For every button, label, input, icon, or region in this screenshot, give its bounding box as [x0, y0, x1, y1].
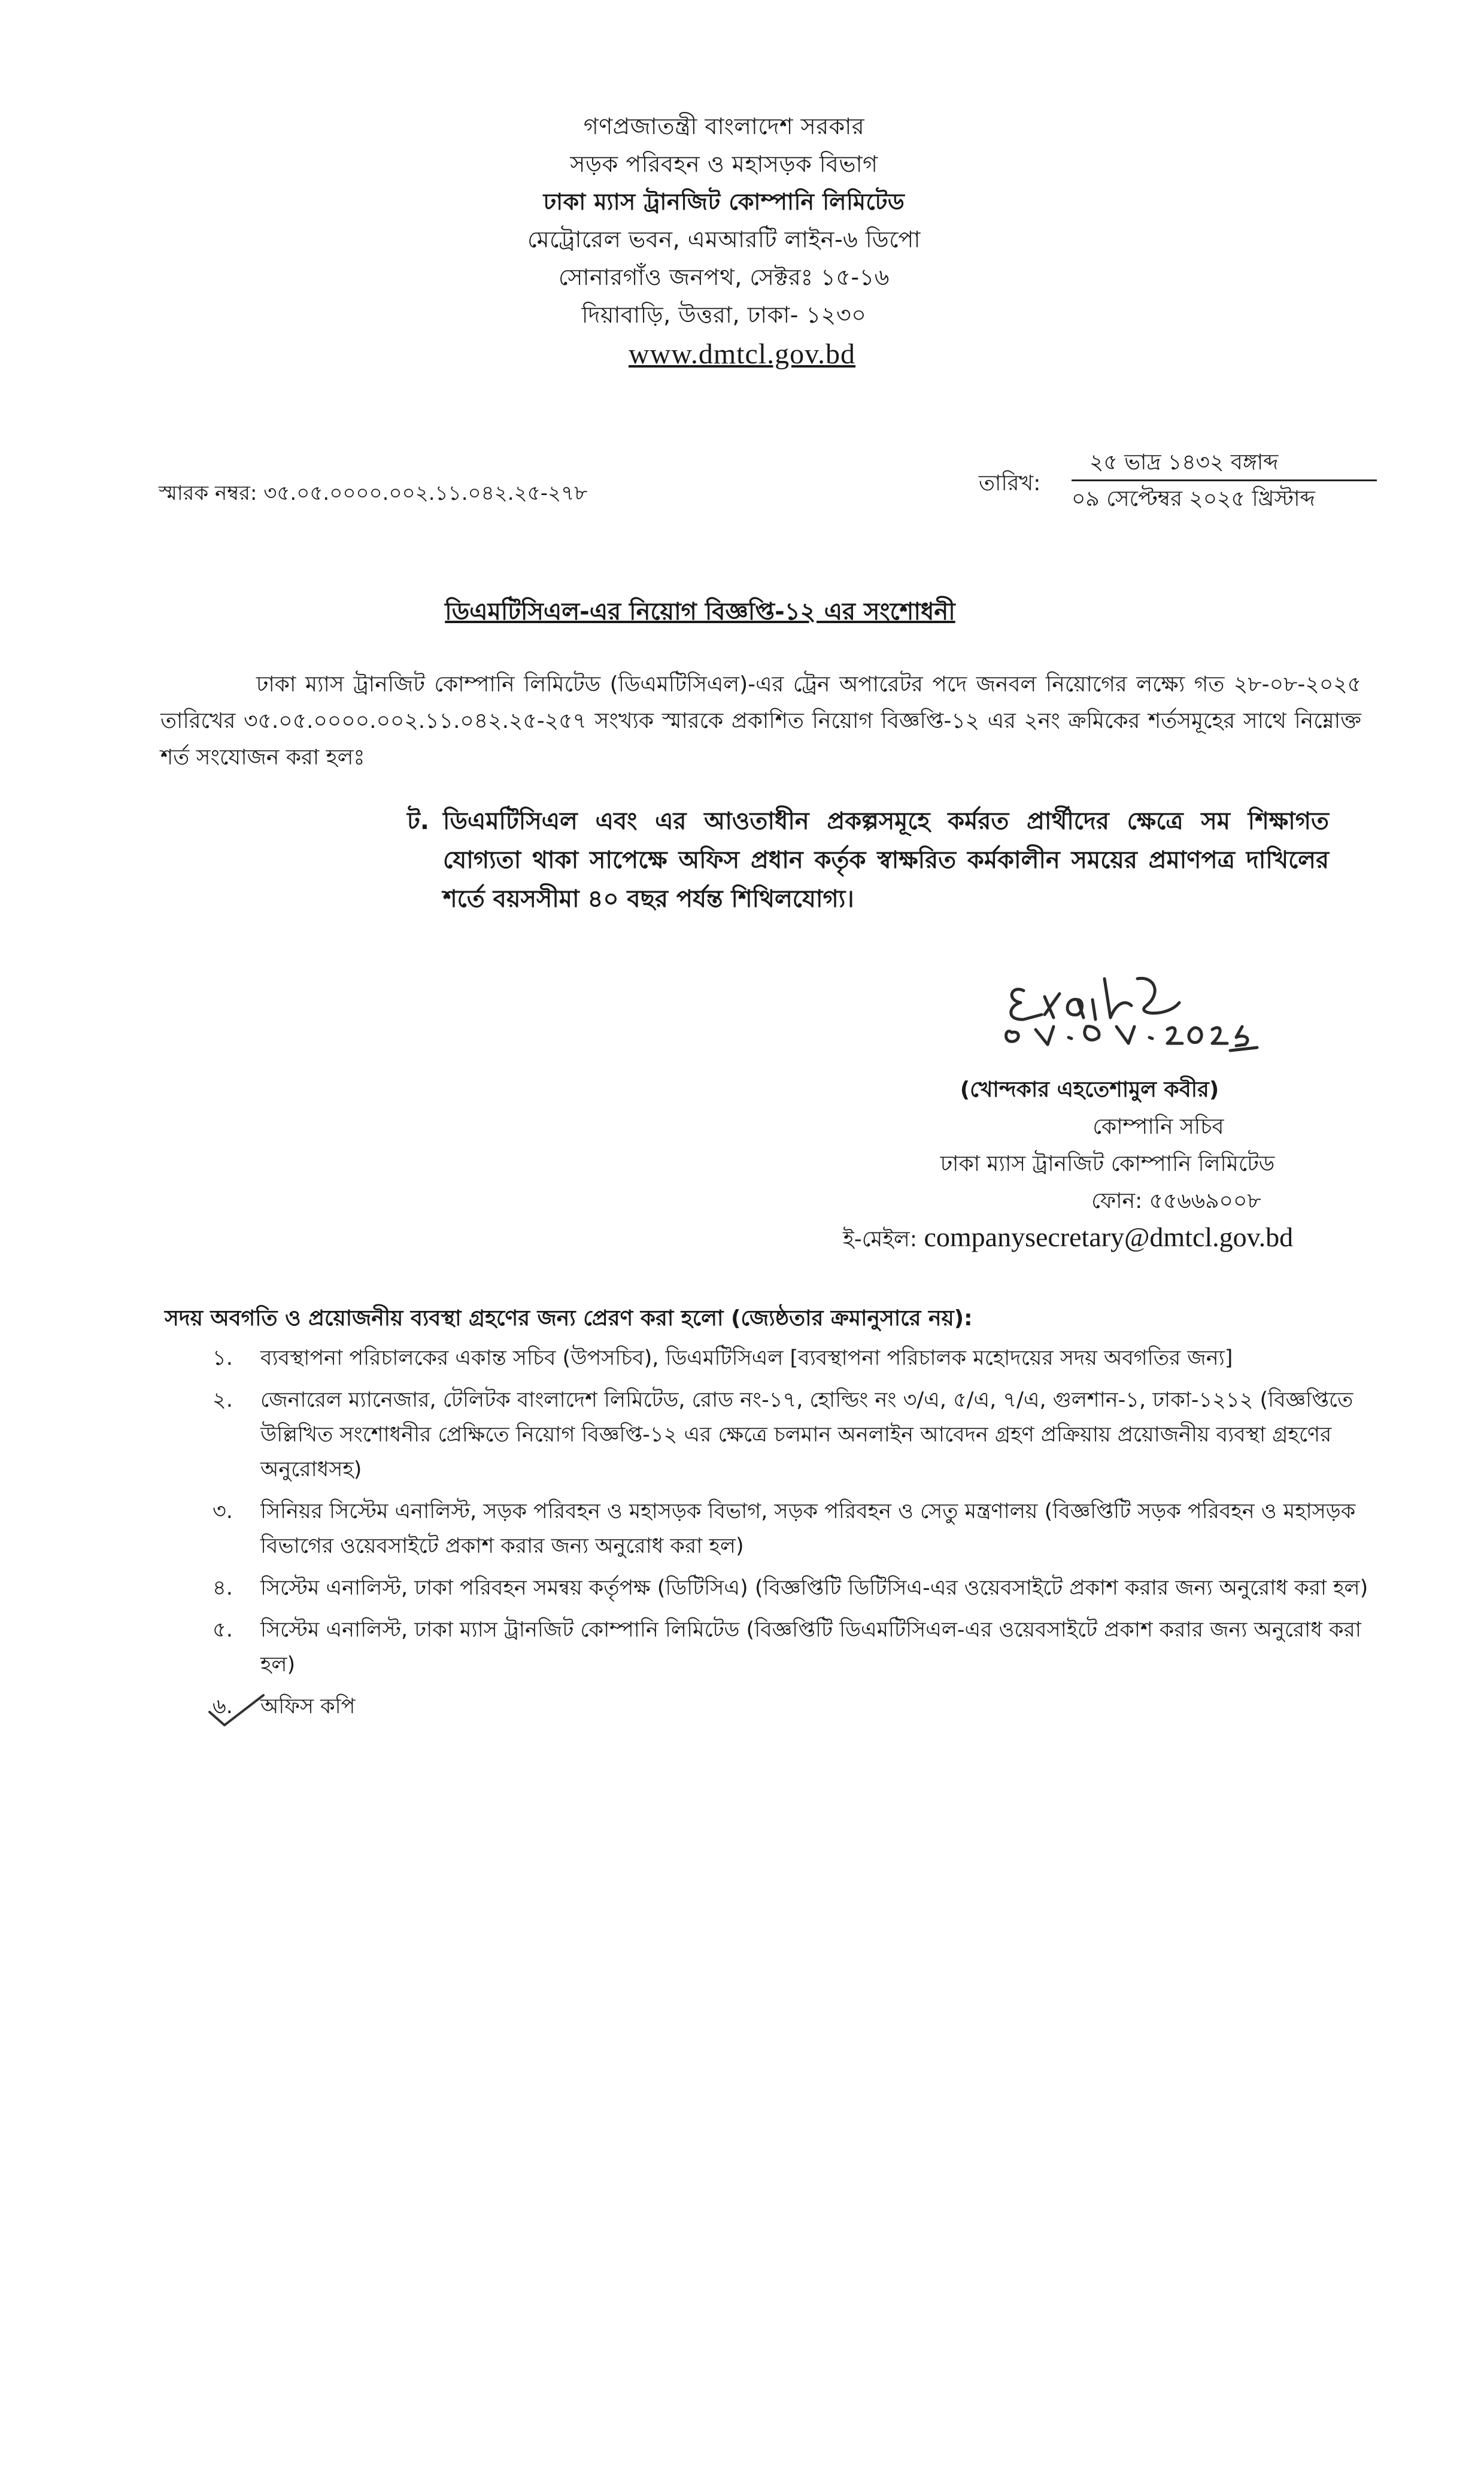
list-item-text: সিস্টেম এনালিস্ট, ঢাকা ম্যাস ট্রানজিট কোম্পানি লিমিটেড (বিজ্ঞপ্তিটি ডিএমটিসিএল-এর ওয়েবসাইটে প্রকাশ করার জন্য অনুরোধ করা হল) — [260, 1618, 1361, 1677]
condition-text: ডিএমটিসিএল এবং এর আওতাধীন প্রকল্পসমূহে কর্মরত প্রার্থীদের ক্ষেত্রে সম শিক্ষাগত যোগ্যতা থাকা সাপেক্ষে অফিস প্রধান কর্তৃক স্বাক্ষরিত কর্মকালীন সময়ের প্রমাণপত্র দাখিলের শর্তে বয়সসীমা ৪০ বছর পর্যন্ত শিথিলযোগ্য। — [443, 808, 1329, 913]
date-english: ০৯ সেপ্টেম্বর ২০২৫ খ্রিস্টাব্দ — [1072, 487, 1315, 511]
list-item — [213, 1383, 1380, 1487]
list-item-text: অফিস কপি — [260, 1695, 356, 1719]
signatory-designation: কোম্পানি সচিব — [1092, 1115, 1224, 1139]
signatory-email-row — [843, 1221, 1293, 1259]
signatory-name: (খোন্দকার এহতেশামুল কবীর) — [960, 1077, 1219, 1102]
date-label: তারিখ: — [979, 471, 1041, 496]
list-item — [213, 1571, 1380, 1605]
list-item — [213, 1689, 1380, 1724]
signatory-block — [790, 1071, 1329, 1220]
list-item-text: সিস্টেম এনালিস্ট, ঢাকা পরিবহন সমন্বয় কর্তৃপক্ষ (ডিটিসিএ) (বিজ্ঞপ্তিটি ডিটিসিএ-এর ওয়েবসাইটে প্রকাশ করার জন্য অনুরোধ করা হল) — [260, 1576, 1368, 1600]
website-link[interactable]: www.dmtcl.gov.bd — [628, 338, 856, 370]
division-name: সড়ক পরিবহন ও মহাসড়ক বিভাগ — [570, 151, 878, 177]
date-bangla: ২৫ ভাদ্র ১৪৩২ বঙ্গাব্দ — [1072, 446, 1377, 481]
address-road: সোনারগাঁও জনপথ, সেক্টরঃ ১৫-১৬ — [559, 264, 890, 290]
address-building: মেট্রোরেল ভবন, এমআরটি লাইন-৬ ডিপো — [527, 226, 921, 253]
list-item-number: ৪. — [213, 1576, 233, 1600]
memo-number: স্মারক নম্বর: ৩৫.০৫.০০০০.০০২.১১.০৪২.২৫-২৭৮ — [159, 481, 588, 505]
list-item-number: ৩. — [213, 1499, 233, 1523]
government-name: গণপ্রজাতন্ত্রী বাংলাদেশ সরকার — [583, 113, 865, 139]
list-item-number: ৫. — [213, 1618, 233, 1642]
list-item — [213, 1613, 1380, 1682]
email-address[interactable]: companysecretary@dmtcl.gov.bd — [924, 1222, 1294, 1252]
condition-label: ট. — [407, 808, 429, 835]
letterhead — [0, 108, 1484, 375]
list-item — [213, 1341, 1380, 1376]
address-city: দিয়াবাড়ি, উত্তরা, ঢাকা- ১২৩০ — [581, 302, 867, 328]
notice-title: ডিএমটিসিএল-এর নিয়োগ বিজ্ঞপ্তি-১২ এর সংশোধনী — [445, 598, 955, 626]
list-item-text: ব্যবস্থাপনা পরিচালকের একান্ত সচিব (উপসচিব), ডিএমটিসিএল [ব্যবস্থাপনা পরিচালক মহোদয়ের সদয় অবগতির জন্য] — [260, 1346, 1233, 1370]
notice-title-row — [0, 593, 1484, 633]
list-item-text: সিনিয়র সিস্টেম এনালিস্ট, সড়ক পরিবহন ও মহাসড়ক বিভাগ, সড়ক পরিবহন ও সেতু মন্ত্রণালয় (বিজ্ঞপ্তিটি সড়ক পরিবহন ও মহাসড়ক বিভাগের ওয়েবসাইটে প্রকাশ করার জন্য অনুরোধ করা হল) — [260, 1499, 1356, 1558]
list-item-number: ২. — [213, 1388, 233, 1412]
handwritten-tick-icon — [204, 1688, 275, 1736]
distribution-heading: সদয় অবগতি ও প্রয়োজনীয় ব্যবস্থা গ্রহণের জন্য প্রেরণ করা হলো (জ্যেষ্ঠতার ক্রমানুসারে নয়): — [165, 1306, 973, 1331]
body-paragraph — [160, 666, 1361, 776]
list-item-text: জেনারেল ম্যানেজার, টেলিটক বাংলাদেশ লিমিটেড, রোড নং-১৭, হোল্ডিং নং ৩/এ, ৫/এ, ৭/এ, গুলশান-১, ঢাকা-১২১২ (বিজ্ঞপ্তিতে উল্লিখিত সংশোধনীর প্রেক্ষিতে নিয়োগ বিজ্ঞপ্তি-১২ এর ক্ষেত্রে চলমান অনলাইন আবেদন গ্রহণ প্রক্রিয়ায় প্রয়োজনীয় ব্যবস্থা গ্রহণের অনুরোধসহ) — [260, 1388, 1353, 1482]
signatory-organization: ঢাকা ম্যাস ট্রানজিট কোম্পানি লিমিটেড — [940, 1152, 1275, 1176]
list-item — [213, 1494, 1380, 1564]
email-label: ই-মেইল: — [843, 1227, 917, 1252]
company-name: ঢাকা ম্যাস ট্রানজিট কোম্পানি লিমিটেড — [543, 189, 905, 215]
distribution-list — [213, 1341, 1380, 1731]
body-text: ঢাকা ম্যাস ট্রানজিট কোম্পানি লিমিটেড (ডিএমটিসিএল)-এর ট্রেন অপারেটর পদে জনবল নিয়োগের লক্ষ্যে গত ২৮-০৮-২০২৫ তারিখের ৩৫.০৫.০০০০.০০২.১১.০৪২.২৫-২৫৭ সংখ্যক স্মারকে প্রকাশিত নিয়োগ বিজ্ঞপ্তি-১২ এর ২নং ক্রমিকের শর্তসমূহের সাথে নিম্নোক্ত শর্ত সংযোজন করা হলঃ — [160, 672, 1361, 770]
date-block — [1072, 446, 1377, 517]
handwritten-signature — [988, 967, 1323, 1071]
added-condition — [407, 802, 1329, 919]
list-item-number: ৬. — [213, 1695, 233, 1719]
list-item-number: ১. — [213, 1346, 233, 1370]
signatory-phone: ফোন: ৫৫৬৬৯০০৮ — [1091, 1189, 1261, 1213]
